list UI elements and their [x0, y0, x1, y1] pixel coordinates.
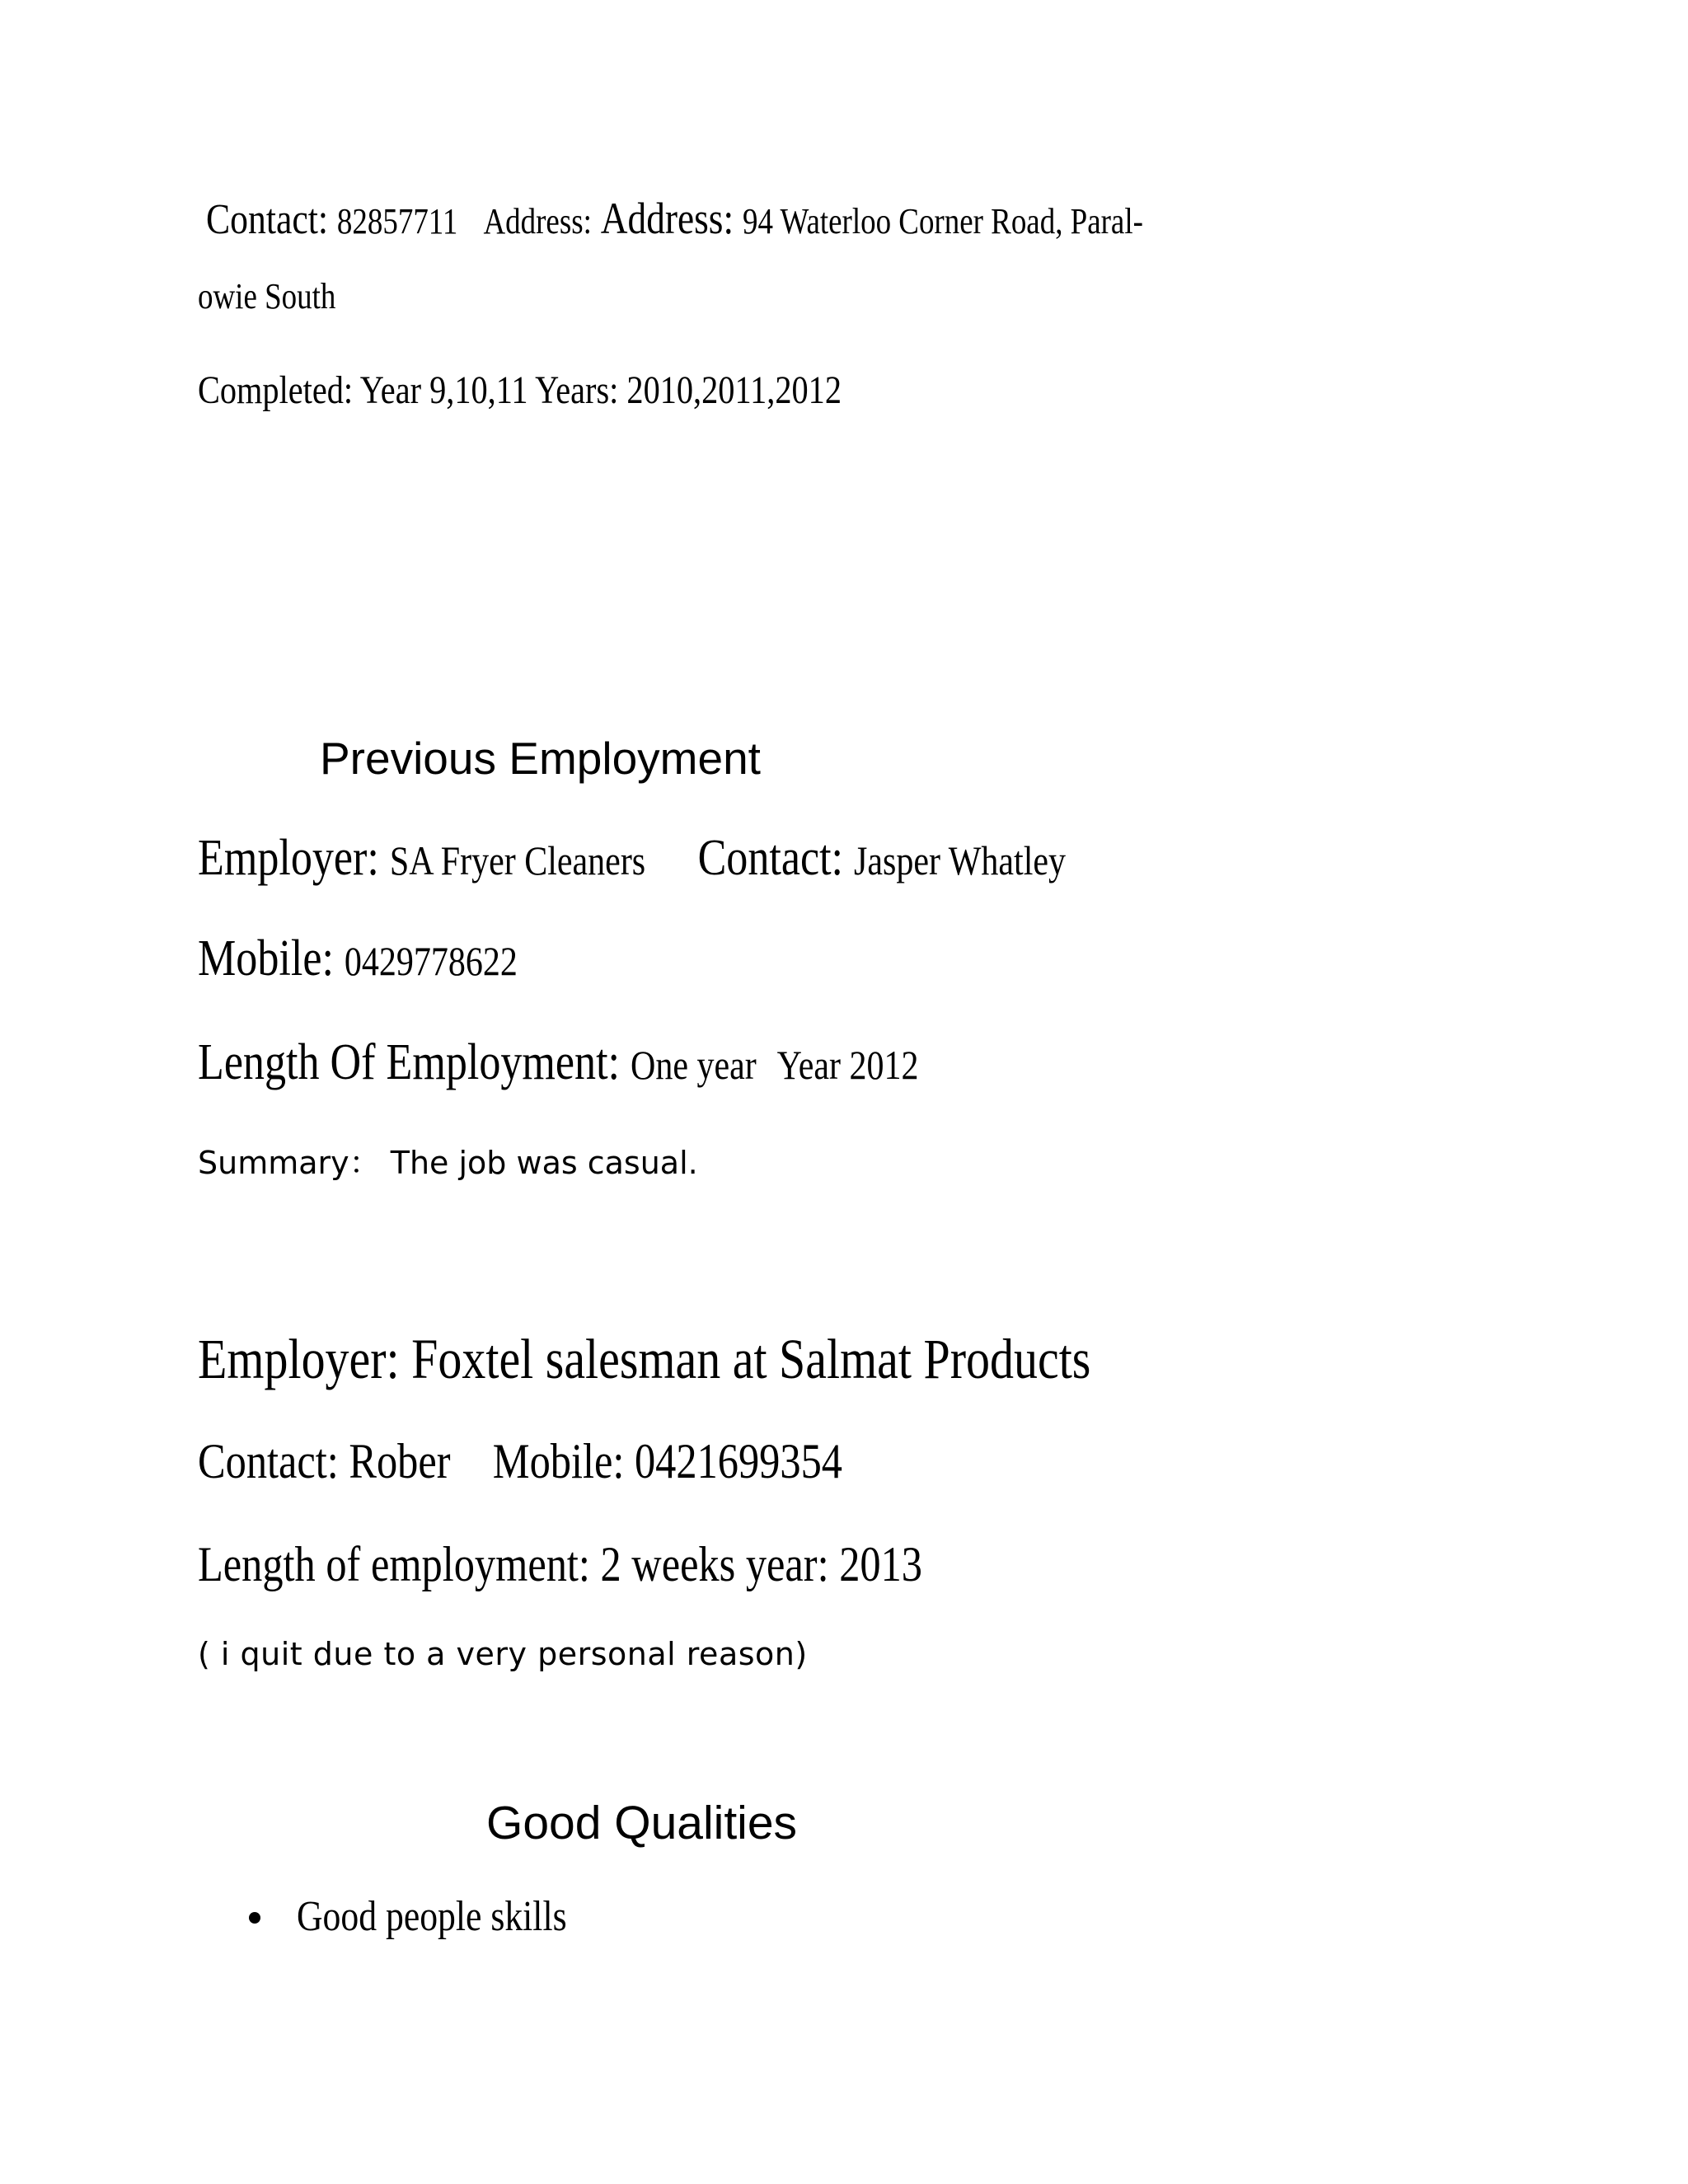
- previous-employment-heading: Previous Employment: [320, 733, 761, 784]
- job1-summary-label: Summary：: [198, 1145, 381, 1181]
- job2-employer-line: [198, 1328, 1091, 1390]
- job1-contact-label: Contact:: [697, 830, 844, 886]
- contact-label: Contact:: [206, 196, 328, 243]
- job2-length-value: 2 weeks: [600, 1537, 736, 1591]
- completed-label: Completed:: [198, 368, 354, 412]
- contact-address-line: [206, 196, 1143, 241]
- job2-employer-label: Employer:: [198, 1328, 400, 1390]
- contact-value: 82857711: [336, 201, 458, 241]
- address-label: Address:: [483, 201, 592, 241]
- job1-employer-value: SA Fryer Cleaners: [389, 837, 646, 883]
- bullet-icon: [249, 1912, 260, 1924]
- job2-contact-label: Contact:: [198, 1434, 339, 1488]
- job2-note: ( i quit due to a very personal reason): [198, 1636, 808, 1672]
- job1-length-value: One year: [631, 1042, 757, 1088]
- job1-summary-value: The job was casual.: [390, 1145, 698, 1181]
- job1-year-value: Year 2012: [776, 1042, 919, 1088]
- job2-contact-value: Rober: [349, 1434, 451, 1488]
- years-value: 2010,2011,2012: [626, 368, 842, 412]
- job2-mobile-label: Mobile:: [492, 1434, 625, 1488]
- years-label: Years:: [535, 368, 619, 412]
- job1-mobile-value: 0429778622: [344, 938, 518, 984]
- job1-mobile-line: [198, 930, 518, 987]
- address-label-repeat: Address:: [600, 194, 734, 243]
- job2-mobile-value: 0421699354: [634, 1434, 842, 1488]
- completed-line: [198, 368, 842, 412]
- quality-text: Good people skills: [297, 1893, 567, 1940]
- job1-mobile-label: Mobile:: [198, 930, 334, 987]
- job2-employer-value: Foxtel salesman at Salmat Products: [411, 1328, 1091, 1390]
- job1-employer-line: [198, 830, 1067, 886]
- job1-contact-value: Jasper Whatley: [854, 837, 1067, 883]
- address-value: 94 Waterloo Corner Road, Paral-: [742, 201, 1143, 241]
- good-qualities-heading: Good Qualities: [486, 1797, 798, 1849]
- job1-length-label: Length Of Employment:: [198, 1034, 621, 1090]
- job2-contact-line: [198, 1436, 842, 1486]
- job2-length-line: [198, 1537, 922, 1591]
- completed-value: Year 9,10,11: [359, 368, 528, 412]
- job1-employer-label: Employer:: [198, 830, 379, 886]
- address-continuation: owie South: [198, 276, 336, 316]
- job2-year-label: year:: [745, 1537, 829, 1591]
- job1-summary-line: [198, 1147, 698, 1179]
- job1-length-line: [198, 1034, 919, 1090]
- job2-length-label: Length of employment:: [198, 1537, 590, 1591]
- job2-year-value: 2013: [839, 1537, 922, 1591]
